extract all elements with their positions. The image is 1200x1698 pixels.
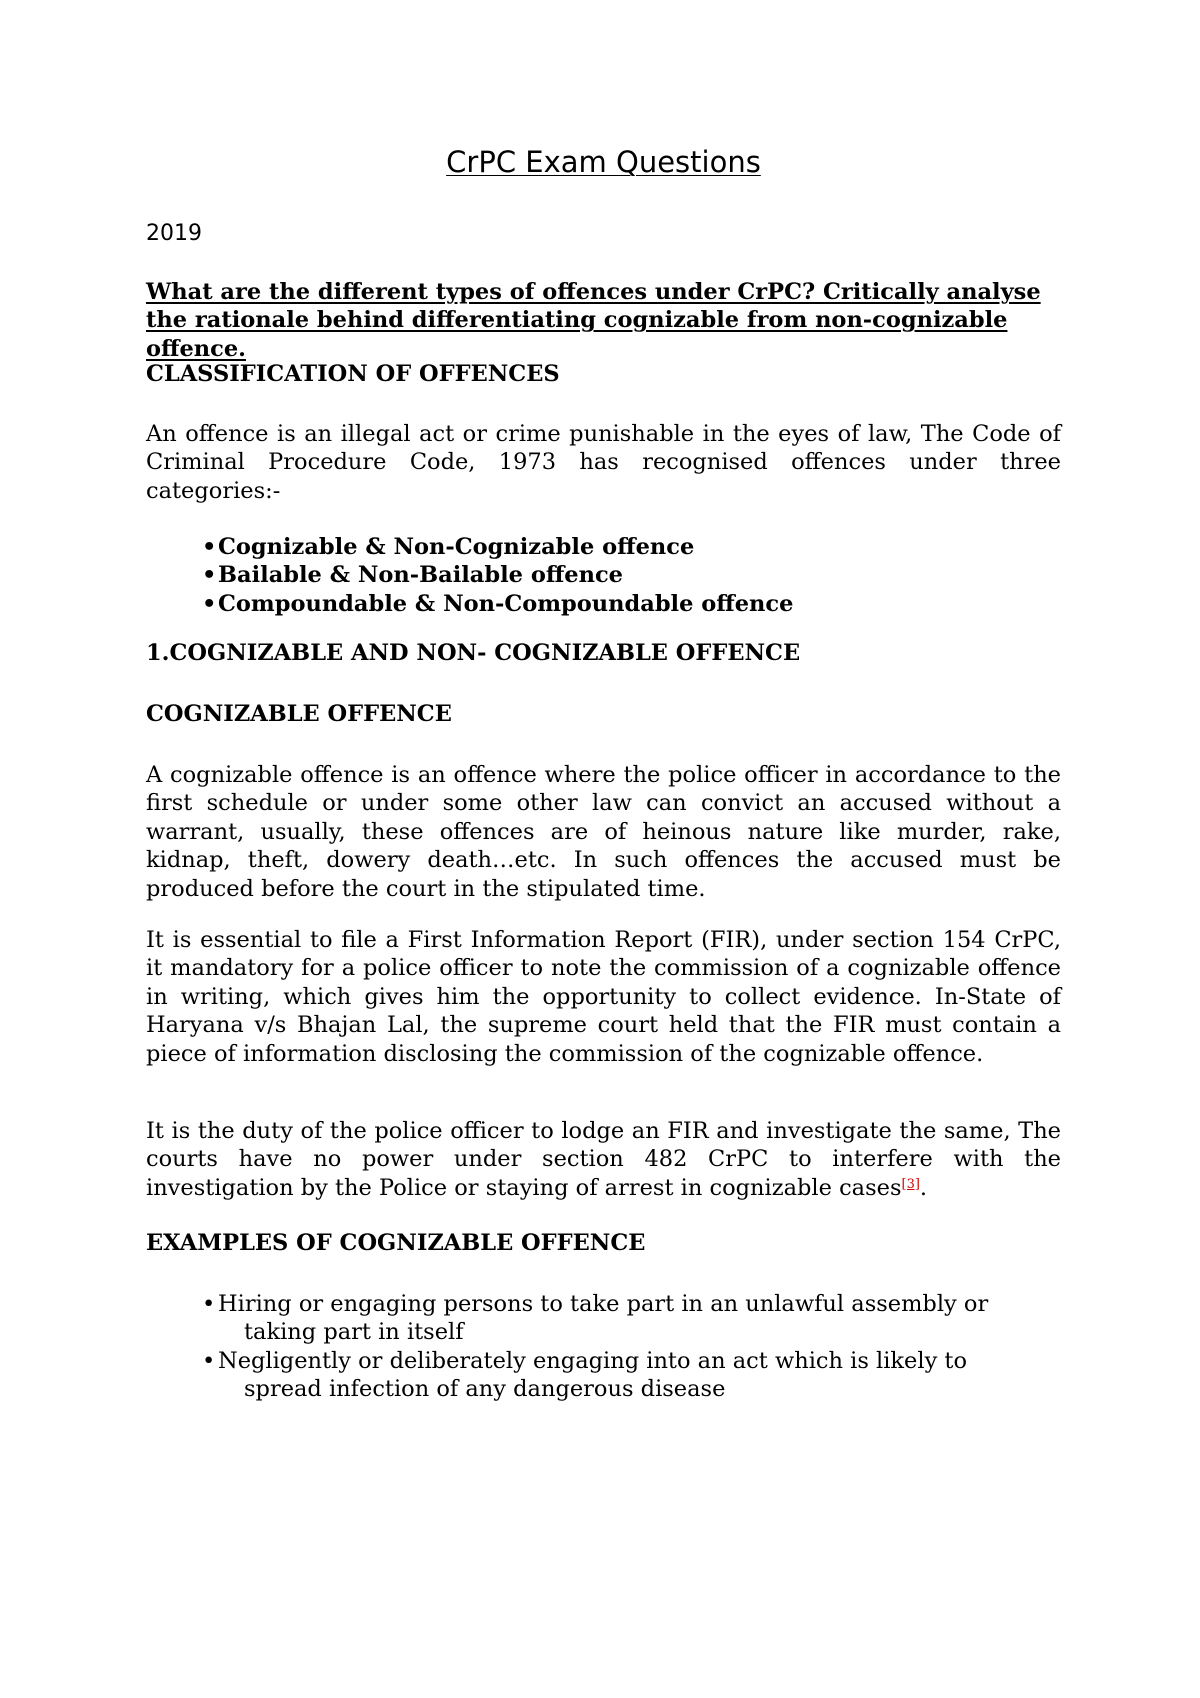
paragraph-cognizable: A cognizable offence is an offence where the police officer in accordance to the first schedule or under some other law can convict an accused without a warrant, usually, these offences are of heinous nature like murder, rake, kidnap, theft, dowery death…etc. In such offences the accused must be produced before the court in the stipulated time. [146, 762, 1061, 902]
paragraph-duty: It is the duty of the police officer to lodge an FIR and investigate the same, The courts have no power under section 482 CrPC to interfere with the investigation by the Police or staying of arrest in cognizable cases[3]. [146, 1118, 1061, 1201]
bullet-icon: • [202, 590, 217, 617]
footnote-link[interactable]: [3] [901, 1176, 920, 1192]
heading-classification: CLASSIFICATION OF OFFENCES [146, 361, 560, 387]
exam-question: What are the different types of offences under CrPC? Critically analyse the rationale behind differentiating cognizable from non-cognizable offence. [146, 279, 1041, 362]
document-page [146, 0, 1061, 1698]
list-item: • Hiring or engaging persons to take part in an unlawful assembly or taking part in itself [202, 1291, 989, 1346]
categories-list [202, 533, 1032, 618]
heading-cognizable-offence: COGNIZABLE OFFENCE [146, 701, 452, 727]
list-item: • Cognizable & Non-Cognizable offence [202, 534, 695, 560]
bullet-icon: • [202, 1347, 216, 1374]
paragraph-intro: An offence is an illegal act or crime punishable in the eyes of law, The Code of Criminal Procedure Code, 1973 has recognised offences under three categories:- [146, 421, 1061, 504]
list-item: • Bailable & Non-Bailable offence [202, 562, 623, 589]
list-item: • Compoundable & Non-Compoundable offence [202, 590, 794, 617]
page-title: CrPC Exam Questions [446, 145, 761, 179]
heading-examples: EXAMPLES OF COGNIZABLE OFFENCE [146, 1230, 646, 1256]
examples-list [202, 1290, 1032, 1404]
bullet-icon: • [202, 562, 217, 589]
year-label: 2019 [146, 221, 202, 246]
bullet-icon: • [202, 534, 217, 560]
paragraph-fir: It is essential to file a First Information Report (FIR), under section 154 CrPC, it mandatory for a police officer to note the commission of a cognizable offence in writing, which gives him the opportunity to collect evidence. In-State of Haryana v/s Bhajan Lal, the supreme court held that the FIR must contain a piece of information disclosing the commission of the cognizable offence. [146, 927, 1061, 1067]
list-item: • Negligently or deliberately engaging into an act which is likely to spread infection of any dangerous disease [202, 1347, 968, 1403]
heading-section-1: 1.COGNIZABLE AND NON- COGNIZABLE OFFENCE [146, 640, 801, 666]
bullet-icon: • [202, 1291, 216, 1317]
